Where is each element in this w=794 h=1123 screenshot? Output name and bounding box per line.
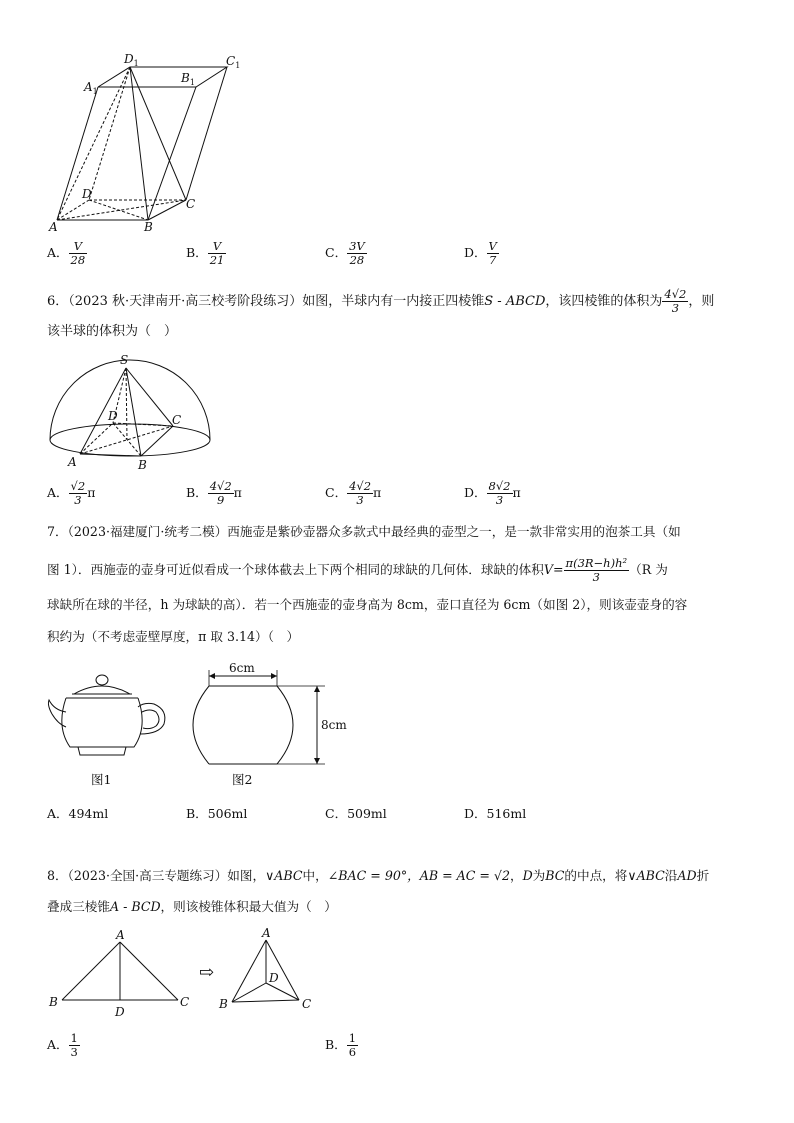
pyr-label-b: B — [219, 997, 228, 1011]
dim-top-label: 6cm — [229, 662, 255, 675]
q7-option-b[interactable]: B．506ml — [186, 806, 248, 821]
tri-label-d: D — [115, 1005, 125, 1019]
pyr-label-d: D — [269, 971, 279, 985]
label-c: C — [172, 413, 182, 427]
hemisphere-figure — [40, 350, 220, 475]
figure1-caption: 图1 — [91, 772, 112, 787]
label-s: S — [120, 353, 129, 367]
pot-body-figure — [185, 662, 350, 772]
tri-label-a: A — [116, 928, 125, 942]
q8-stem-line2: 叠成三棱锥A - BCD，则该棱锥体积最大值为（ ） — [47, 899, 337, 914]
dim-side-label: 8cm — [321, 718, 347, 732]
q5-option-c[interactable]: C． $\frac{3V}{28}$ — [325, 239, 365, 267]
q6-option-b[interactable]: B． $\frac{4√2}{9}$ π — [186, 479, 242, 507]
teapot-figure — [44, 672, 184, 767]
q7-option-a[interactable]: A．494ml — [47, 806, 109, 821]
q8-option-b[interactable]: B． $\frac{1}{6}$ — [325, 1031, 357, 1059]
label-c1: $C_1$ — [226, 54, 241, 70]
q6-stem-line2: 该半球的体积为（ ） — [47, 324, 178, 339]
q5-option-a[interactable]: A． $\frac{V}{28}$ — [47, 239, 86, 267]
label-a1: $A_1$ — [84, 80, 98, 96]
q7-stem-line3: 球缺所在球的半径，h 为球缺的高）．若一个西施壶的壶身高为 8cm，壶口直径为 6cm（如图 2），则该壶壶身的容 — [47, 597, 688, 612]
q7-stem-line1: 7．（2023·福建厦门·统考二模）西施壶是紫砂壶器众多款式中最经典的壶型之一，是一款非常实用的泡茶工具（如 — [47, 524, 681, 539]
label-a: A — [49, 220, 58, 234]
label-c: C — [186, 197, 196, 211]
fold-figure — [44, 928, 334, 1023]
label-d: D — [108, 409, 118, 423]
pyr-label-c: C — [302, 997, 312, 1011]
label-b1: $B_1$ — [181, 71, 195, 87]
label-d1: $D_1$ — [124, 52, 139, 68]
q6-option-d[interactable]: D． $\frac{8√2}{3}$ π — [464, 479, 521, 507]
q7-stem-line2: 图 1）．西施壶的壶身可近似看成一个球体截去上下两个相同的球缺的几何体．球缺的体积V= $\frac{\text{π(3R−h)h²}}{3}$ （R 为 — [47, 556, 668, 584]
q8-option-a[interactable]: A． $\frac{1}{3}$ — [47, 1031, 78, 1059]
q8-stem-line1: 8．（2023·全国·高三专题练习）如图，∨ABC中，∠BAC = 90°，AB = AC = √2，D为BC的中点，将∨ABC沿AD折 — [47, 868, 710, 883]
q7-stem-line4: 积约为（不考虑壶壁厚度，π 取 3.14）（ ） — [47, 629, 300, 644]
q5-option-d[interactable]: D． $\frac{V}{7}$ — [464, 239, 497, 267]
q7-option-c[interactable]: C．509ml — [325, 806, 387, 821]
pyr-label-a: A — [262, 928, 271, 940]
label-d: D — [82, 187, 92, 201]
parallelepiped-figure — [40, 50, 260, 235]
q6-option-c[interactable]: C． $\frac{4√2}{3}$ π — [325, 479, 382, 507]
label-a: A — [68, 455, 77, 469]
label-b: B — [144, 220, 153, 234]
tri-label-c: C — [180, 995, 190, 1009]
figure2-caption: 图2 — [232, 772, 253, 787]
q6-stem-line1: 6．（2023 秋·天津南开·高三校考阶段练习）如图，半球内有一内接正四棱锥S - ABCD，该四棱锥的体积为 $\frac{4√2}{3}$ ，则 — [47, 287, 715, 315]
q6-option-a[interactable]: A． $\frac{√2}{3}$ π — [47, 479, 96, 507]
label-b: B — [138, 458, 147, 472]
q7-option-d[interactable]: D．516ml — [464, 806, 527, 821]
fold-arrow: ⇨ — [199, 962, 215, 983]
tri-label-b: B — [49, 995, 58, 1009]
q5-option-b[interactable]: B． $\frac{V}{21}$ — [186, 239, 225, 267]
